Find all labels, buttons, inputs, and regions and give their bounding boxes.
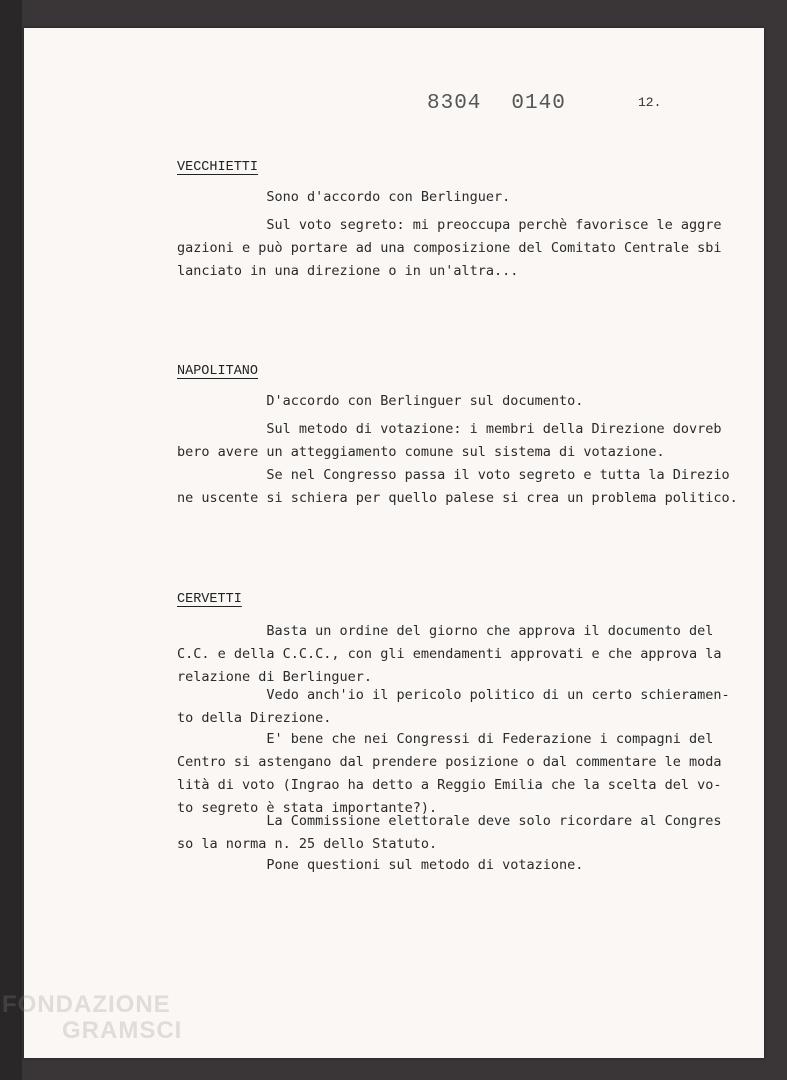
paragraph: Basta un ordine del giorno che approva il documento del C.C. e della C.C.C., con gli emendamenti approvati e che approva la relazione di Berlinguer. <box>177 623 722 685</box>
paragraph: Pone questioni sul metodo di votazione. <box>177 857 584 873</box>
speaker-name: VECCHIETTI <box>177 160 259 175</box>
watermark-line: FONDAZIONE <box>2 991 171 1018</box>
paragraph: Vedo anch'io il pericolo politico di un certo schieramen- to della Direzione. <box>177 687 730 726</box>
paragraph: E' bene che nei Congressi di Federazione i compagni del Centro si astengano dal prendere posizione o dal commentare le moda lità di voto (Ingrao ha detto a Reggio Emilia che la scelta del vo- to segreto è stata importante?). <box>177 731 722 816</box>
archive-stamp <box>427 92 596 115</box>
stamp-series: 8304 <box>427 92 482 115</box>
archive-watermark <box>2 992 182 1044</box>
scanner-edge <box>0 0 22 1080</box>
paragraph: D'accordo con Berlinguer sul documento. <box>177 393 584 409</box>
paragraph: Sono d'accordo con Berlinguer. <box>177 189 511 205</box>
speaker-name: NAPOLITANO <box>177 364 259 379</box>
stamp-sheet: 0140 <box>511 92 566 115</box>
paragraph: Se nel Congresso passa il voto segreto e tutta la Direzio ne uscente si schiera per quello palese si crea un problema politico. <box>177 467 738 506</box>
speaker-name: CERVETTI <box>177 592 242 607</box>
document-page <box>24 28 764 1058</box>
watermark-line: GRAMSCI <box>62 1017 183 1044</box>
page-number: 12. <box>638 95 662 110</box>
paragraph: Sul voto segreto: mi preoccupa perchè favorisce le aggre gazioni e può portare ad una composizione del Comitato Centrale sbi lanciato in una direzione o in un'altra... <box>177 217 722 279</box>
paragraph: La Commissione elettorale deve solo ricordare al Congres so la norma n. 25 dello Statuto. <box>177 813 722 852</box>
paragraph: Sul metodo di votazione: i membri della Direzione dovreb bero avere un atteggiamento comune sul sistema di votazione. <box>177 421 722 460</box>
